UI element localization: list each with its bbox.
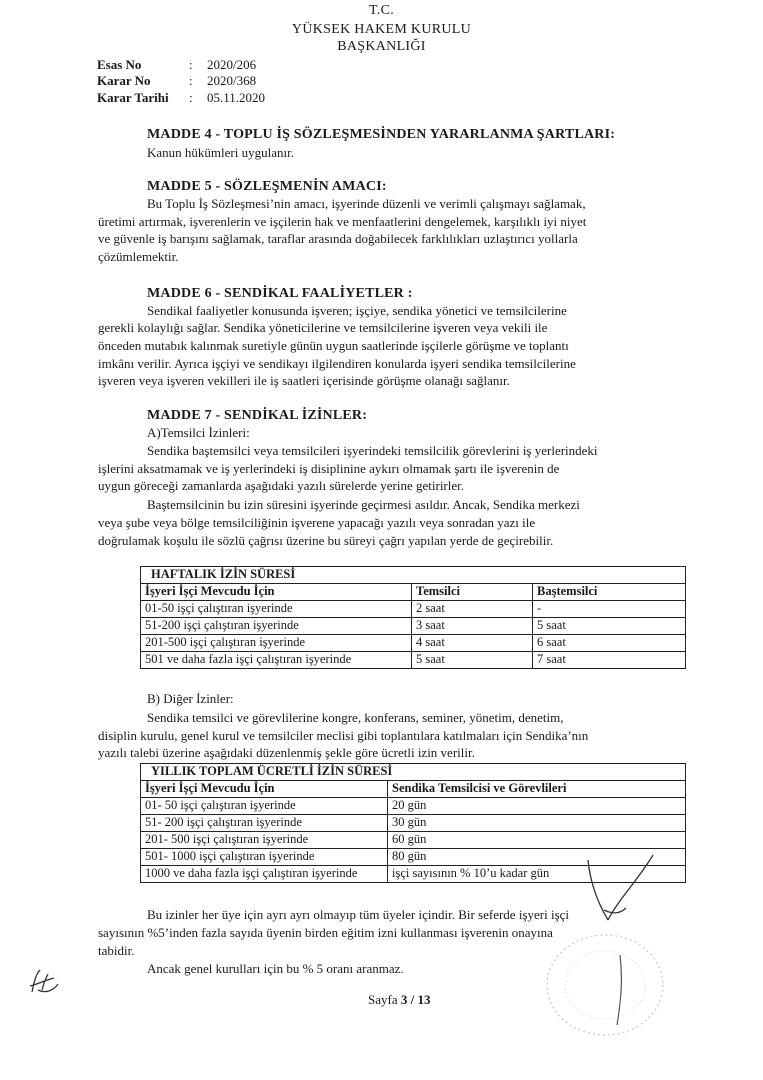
table2-title-row xyxy=(141,764,686,781)
decision-no-label: Karar No xyxy=(97,73,151,88)
madde7-p2-line-3: doğrulamak koşulu ile sözlü çağrısı üzerine bu süreyi çağrı yapılan yerde de geçirebilir. xyxy=(98,533,554,548)
table2-r1-c1: 01- 50 işçi çalıştıran işyerinde xyxy=(141,798,388,815)
stamp xyxy=(535,925,675,1045)
initials-signature xyxy=(24,960,64,1000)
case-no-row xyxy=(97,57,397,72)
table2-header-col1: İşyeri İşçi Mevcudu İçin xyxy=(141,781,388,798)
table1-r4-c1: 501 ve daha fazla işçi çalıştıran işyerinde xyxy=(141,652,412,669)
case-no-sep: : xyxy=(189,57,193,72)
table1-r4-c3: 7 saat xyxy=(533,652,686,669)
header-institution: YÜKSEK HAKEM KURULU xyxy=(291,22,472,37)
table2-r3-c2: 60 gün xyxy=(388,832,686,849)
table2-r1-c2: 20 gün xyxy=(388,798,686,815)
table1-r1-c3: - xyxy=(533,601,686,618)
case-no-value: 2020/206 xyxy=(207,57,257,72)
table1-r3-c2: 4 saat xyxy=(412,635,533,652)
weekly-leave-table xyxy=(140,566,686,669)
table1-r4-c2: 5 saat xyxy=(412,652,533,669)
table1-r2-c2: 3 saat xyxy=(412,618,533,635)
header-tc: T.C. xyxy=(368,3,395,18)
table2-r2-c1: 51- 200 işçi çalıştıran işyerinde xyxy=(141,815,388,832)
table2-r2-c2: 30 gün xyxy=(388,815,686,832)
table1-r3-c3: 6 saat xyxy=(533,635,686,652)
madde7-p1-line-2: işlerini aksatmamak ve iş yerlerindeki iş disiplinine aykırı olmamak şartı ile işverenin de xyxy=(98,461,560,476)
madde7-p3-line-2: disiplin kurulu, genel kurul ve temsilciler meclisi gibi toplantılara katılmaları için Sendika’nın xyxy=(98,728,589,743)
page-number xyxy=(368,992,430,1008)
madde7-p2-line-2: veya şube veya bölge temsilciliğinin işverene yapacağı yazılı veya sonradan yazı ile xyxy=(98,515,536,530)
decision-no-row xyxy=(97,73,397,88)
table-row xyxy=(141,832,686,849)
madde5-line-2: üretimi artırmak, işverenlerin ve işçilerin hak ve menfaatlerini dengelemek, karşılıklı iyi niyet xyxy=(98,214,587,229)
decision-date-value: 05.11.2020 xyxy=(207,90,266,105)
table1-header-col3: Baştemsilci xyxy=(533,584,686,601)
header-department: BAŞKANLIĞI xyxy=(337,39,426,54)
page-num: 3 / 13 xyxy=(400,992,431,1007)
madde7-p4-line-1: Bu izinler her üye için ayrı ayrı olmayıp tüm üyeler içindir. Bir seferde işyeri işçi xyxy=(147,907,570,922)
table1-header-col2: Temsilci xyxy=(412,584,533,601)
case-info xyxy=(97,57,397,107)
table-row xyxy=(141,815,686,832)
madde5-title: MADDE 5 - SÖZLEŞMENİN AMACI: xyxy=(147,179,387,194)
madde7-p1-line-3: uygun göreceği zamanlarda aşağıdaki yazılı sürelerde yerine getirirler. xyxy=(98,478,464,493)
table1-r2-c3: 5 saat xyxy=(533,618,686,635)
madde6-title: MADDE 6 - SENDİKAL FAALİYETLER : xyxy=(147,286,413,301)
madde6-line-2: gerekli kolaylığı sağlar. Sendika yöneticilerine ve temsilcilerine işveren veya vekili ile xyxy=(98,320,548,335)
table2-header-col2: Sendika Temsilcisi ve Görevlileri xyxy=(388,781,686,798)
table-row xyxy=(141,635,686,652)
table1-r1-c2: 2 saat xyxy=(412,601,533,618)
table-row xyxy=(141,618,686,635)
decision-date-label: Karar Tarihi xyxy=(97,90,169,105)
madde6-line-3: önceden mutabık kalınmak suretiyle günün uygun saatlerinde işçilerle görüşme ve toplantı xyxy=(98,338,569,353)
madde7-title: MADDE 7 - SENDİKAL İZİNLER: xyxy=(147,408,368,423)
table1-title-row xyxy=(141,567,686,584)
table1-r3-c1: 201-500 işçi çalıştıran işyerinde xyxy=(141,635,412,652)
decision-no-sep: : xyxy=(189,73,193,88)
madde7-p3-line-1: Sendika temsilci ve görevlilerine kongre, konferans, seminer, yönetim, denetim, xyxy=(147,710,564,725)
table2-r4-c1: 501- 1000 işçi çalıştıran işyerinde xyxy=(141,849,388,866)
table2-header-row xyxy=(141,781,686,798)
madde5-line-1: Bu Toplu İş Sözleşmesi’nin amacı, işyerinde düzenli ve verimli çalışmayı sağlamak, xyxy=(147,196,586,211)
madde7-p4-line-2: sayısının %5’inden fazla sayıda üyenin birden eğitim izni kullanması işverenin onayına xyxy=(98,925,553,940)
madde7-p3-line-3: yazılı talebi üzerine aşağıdaki düzenlenmiş şekle göre ücretli izin verilir. xyxy=(98,745,475,760)
case-no-label: Esas No xyxy=(97,57,142,72)
table2-r4-c2: 80 gün xyxy=(388,849,686,866)
table1-header-col1: İşyeri İşçi Mevcudu İçin xyxy=(141,584,412,601)
madde7-p5: Ancak genel kurulları için bu % 5 oranı aranmaz. xyxy=(147,961,404,976)
table-row xyxy=(141,601,686,618)
madde5-line-3: ve güvenle iş barışını sağlamak, taraflar arasında doğabilecek farklılıkları uzlaştırıcı yollarla xyxy=(98,231,578,246)
table-row xyxy=(141,652,686,669)
table1-title: HAFTALIK İZİN SÜRESİ xyxy=(141,567,686,584)
table-row xyxy=(141,798,686,815)
madde6-line-1: Sendikal faaliyetler konusunda işveren; işçiye, sendika yönetici ve temsilcilerine xyxy=(147,303,567,318)
decision-date-row xyxy=(97,90,397,105)
madde5-line-4: çözümlemektir. xyxy=(98,249,179,264)
table1-header-row xyxy=(141,584,686,601)
madde4-title: MADDE 4 - TOPLU İŞ SÖZLEŞMESİNDEN YARARLANMA ŞARTLARI: xyxy=(147,127,616,142)
table1-r1-c1: 01-50 işçi çalıştıran işyerinde xyxy=(141,601,412,618)
page-label: Sayfa xyxy=(368,992,398,1007)
table2-r5-c1: 1000 ve daha fazla işçi çalıştıran işyerinde xyxy=(141,866,388,883)
madde7-p4-line-3: tabidir. xyxy=(98,943,135,958)
decision-date-sep: : xyxy=(189,90,193,105)
table1-r2-c1: 51-200 işçi çalıştıran işyerinde xyxy=(141,618,412,635)
madde7-sub-a: A)Temsilci İzinleri: xyxy=(147,425,250,440)
madde7-sub-b: B) Diğer İzinler: xyxy=(147,691,234,706)
madde7-p1-line-1: Sendika baştemsilci veya temsilcileri işyerindeki temsilcilik görevlerini iş yerlerindeki xyxy=(147,443,598,458)
table2-r3-c1: 201- 500 işçi çalıştıran işyerinde xyxy=(141,832,388,849)
madde4-body: Kanun hükümleri uygulanır. xyxy=(147,145,294,160)
table2-title: YILLIK TOPLAM ÜCRETLİ İZİN SÜRESİ xyxy=(141,764,686,781)
madde7-p2-line-1: Baştemsilcinin bu izin süresini işyerinde geçirmesi asıldır. Ancak, Sendika merkezi xyxy=(147,497,580,512)
decision-no-value: 2020/368 xyxy=(207,73,257,88)
madde6-line-5: işveren veya işveren vekilleri ile iş saatleri içerisinde görüşme olanağı sağlanır. xyxy=(98,373,510,388)
madde6-line-4: imkânı verilir. Ayrıca işçiyi ve sendikayı ilgilendiren konularda işyeri sendika temsilcilerine xyxy=(98,356,576,371)
table2-r5-c2: işçi sayısının % 10’u kadar gün xyxy=(388,866,686,883)
